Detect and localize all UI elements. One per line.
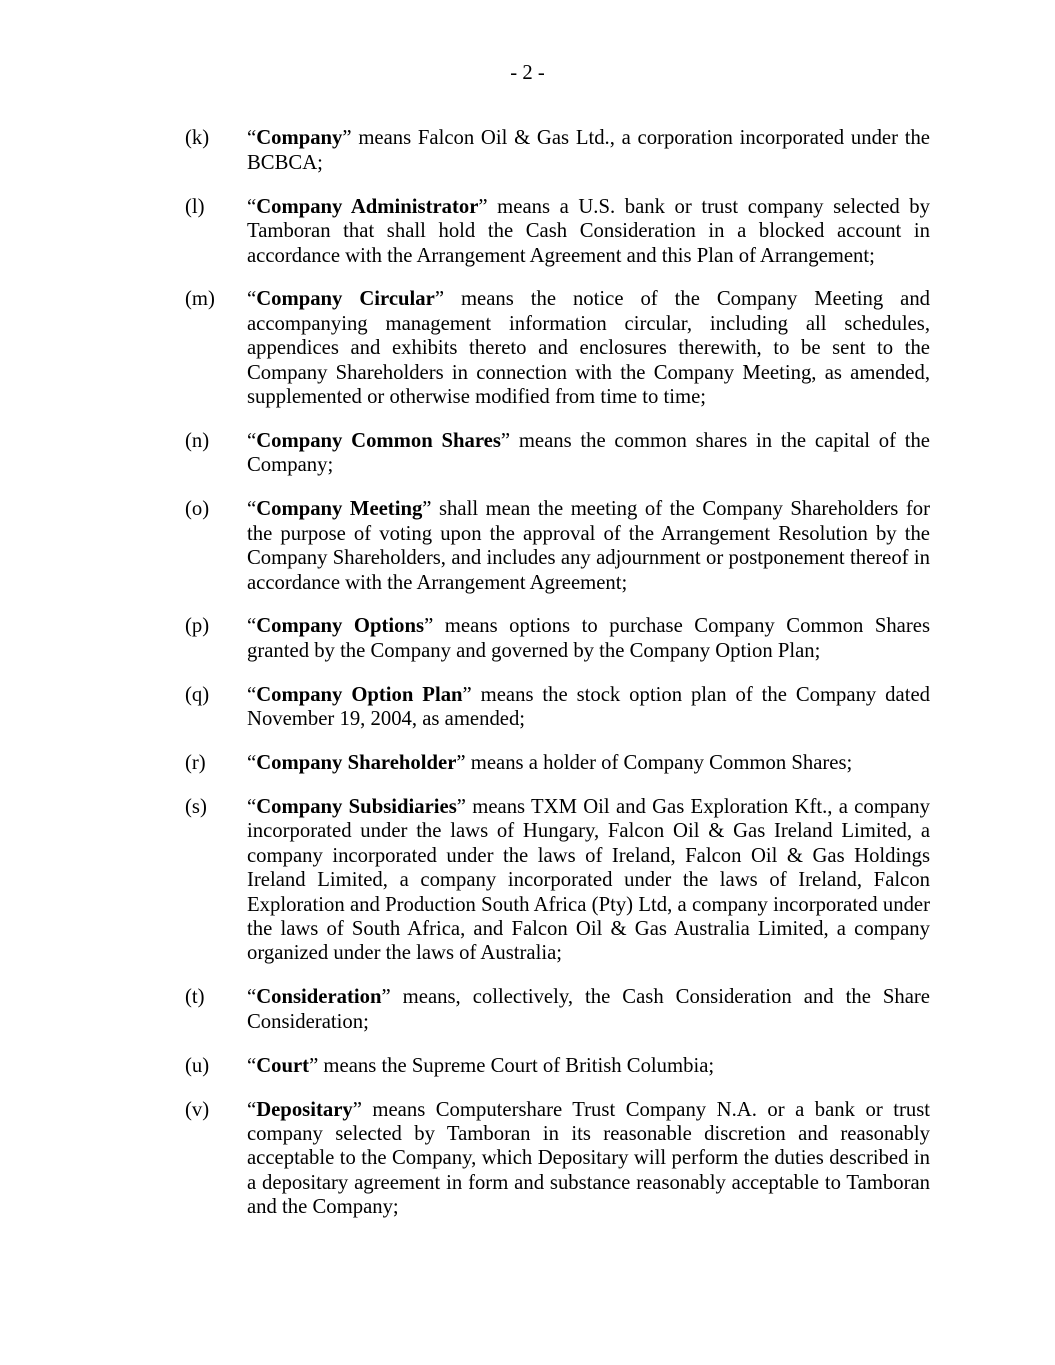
open-quote: “	[247, 429, 257, 452]
close-quote: ”	[352, 1098, 362, 1121]
open-quote: “	[247, 752, 257, 775]
close-quote: ”	[456, 752, 466, 775]
definition-label: (p)	[185, 615, 210, 638]
definition-label: (u)	[185, 1054, 210, 1077]
definition-body	[247, 1054, 930, 1078]
definition-term: Company Option Plan	[256, 683, 463, 706]
definition-body	[247, 683, 930, 732]
open-quote: “	[247, 288, 257, 311]
close-quote: ”	[478, 195, 488, 218]
definition-body	[247, 126, 930, 175]
definition-term: Company	[256, 127, 343, 150]
definition-label: (t)	[185, 986, 205, 1009]
definition-item-l	[185, 195, 930, 268]
definition-term: Company Subsidiaries	[256, 795, 457, 818]
definition-body	[247, 795, 930, 966]
definition-label: (k)	[185, 127, 210, 150]
definition-item-s	[185, 795, 930, 966]
definition-term: Company Options	[256, 615, 425, 638]
close-quote: ”	[309, 1054, 319, 1077]
definition-term: Company Meeting	[256, 498, 423, 521]
open-quote: “	[247, 615, 257, 638]
definition-body	[247, 614, 930, 663]
definition-term: Court	[256, 1054, 310, 1077]
definition-label: (v)	[185, 1098, 210, 1121]
close-quote: ”	[462, 683, 472, 706]
page-number: - 2 -	[510, 62, 545, 84]
definition-text: means a U.S. bank or trust company selected by Tamboran that shall hold the Cash Consideration in a blocked account in accordance with the Arrangement Agreement and this Plan of Arrangement;	[247, 195, 930, 267]
open-quote: “	[247, 986, 257, 1009]
definition-item-r	[185, 751, 930, 775]
definition-label: (q)	[185, 683, 210, 706]
definition-text: means the notice of the Company Meeting and accompanying management information circular, including all schedules, appendices and exhibits thereto and enclosures therewith, to be sent to the Company Shareholders in connection with the Company Meeting, as amended, supplemented or otherwise modified from time to time;	[247, 288, 931, 409]
definition-text: means options to purchase Company Common Shares granted by the Company and governed by the Company Option Plan;	[247, 615, 930, 662]
definition-term: Depositary	[256, 1098, 353, 1121]
definition-item-t	[185, 985, 930, 1034]
definition-label: (m)	[185, 288, 215, 311]
open-quote: “	[247, 683, 257, 706]
definition-text: means TXM Oil and Gas Exploration Kft., a company incorporated under the laws of Hungary, Falcon Oil & Gas Ireland Limited, a company incorporated under the laws of Ireland, Falcon Oil & Gas Holdings Ireland Limited, a company incorporated under the laws of Ireland, Falcon Exploration and Production South Africa (Pty) Ltd, a company incorporated under the laws of South Africa, and Falcon Oil & Gas Australia Limited, a company organized under the laws of Australia;	[247, 795, 930, 965]
definition-term: Consideration	[256, 986, 382, 1009]
definition-text: means, collectively, the Cash Consideration and the Share Consideration;	[247, 986, 930, 1033]
close-quote: ”	[456, 795, 466, 818]
definition-text: means a holder of Company Common Shares;	[465, 752, 853, 775]
definition-body	[247, 751, 930, 775]
definition-term: Company Administrator	[256, 195, 479, 218]
definition-body	[247, 287, 930, 409]
definition-body	[247, 195, 930, 268]
definition-item-p	[185, 614, 930, 663]
open-quote: “	[247, 498, 257, 521]
definition-item-o	[185, 497, 930, 595]
close-quote: ”	[422, 498, 432, 521]
definition-body	[247, 1098, 930, 1220]
definition-item-k	[185, 126, 930, 175]
definition-label: (o)	[185, 498, 210, 521]
definition-item-q	[185, 683, 930, 732]
definition-body	[247, 985, 930, 1034]
definition-label: (r)	[185, 752, 206, 775]
definition-text: means the common shares in the capital of the Company;	[247, 429, 930, 477]
definition-label: (s)	[185, 795, 207, 818]
open-quote: “	[247, 127, 257, 150]
close-quote: ”	[381, 986, 391, 1009]
definition-term: Company Circular	[256, 288, 435, 311]
open-quote: “	[247, 195, 257, 218]
close-quote: ”	[434, 288, 444, 311]
definition-item-u	[185, 1054, 930, 1078]
definition-text: means Falcon Oil & Gas Ltd., a corporation incorporated under the BCBCA;	[247, 127, 930, 174]
definitions-list	[0, 126, 1055, 1219]
definition-text: means the Supreme Court of British Columbia;	[318, 1054, 715, 1077]
definition-text: shall mean the meeting of the Company Shareholders for the purpose of voting upon the approval of the Arrangement Resolution by the Company Shareholders, and includes any adjournment or postponement thereof in accordance with the Arrangement Agreement;	[247, 498, 930, 594]
close-quote: ”	[500, 429, 511, 452]
definition-body	[247, 497, 930, 595]
definition-text: means the stock option plan of the Company dated November 19, 2004, as amended;	[247, 683, 930, 731]
definition-term: Company Common Shares	[256, 429, 501, 452]
definition-item-m	[185, 287, 930, 409]
open-quote: “	[247, 1054, 257, 1077]
definition-item-v	[185, 1098, 930, 1220]
definition-text: means Computershare Trust Company N.A. or a bank or trust company selected by Tamboran in its reasonable discretion and reasonably acceptable to the Company, which Depositary will perform the duties described in a depositary agreement in form and substance reasonably acceptable to Tamboran and the Company;	[247, 1098, 930, 1219]
definition-label: (l)	[185, 195, 205, 218]
close-quote: ”	[424, 615, 434, 638]
open-quote: “	[247, 1098, 257, 1121]
open-quote: “	[247, 795, 257, 818]
definition-label: (n)	[185, 429, 210, 452]
close-quote: ”	[342, 127, 352, 150]
definition-term: Company Shareholder	[256, 752, 457, 775]
definition-item-n	[185, 429, 930, 478]
definition-body	[247, 429, 930, 478]
